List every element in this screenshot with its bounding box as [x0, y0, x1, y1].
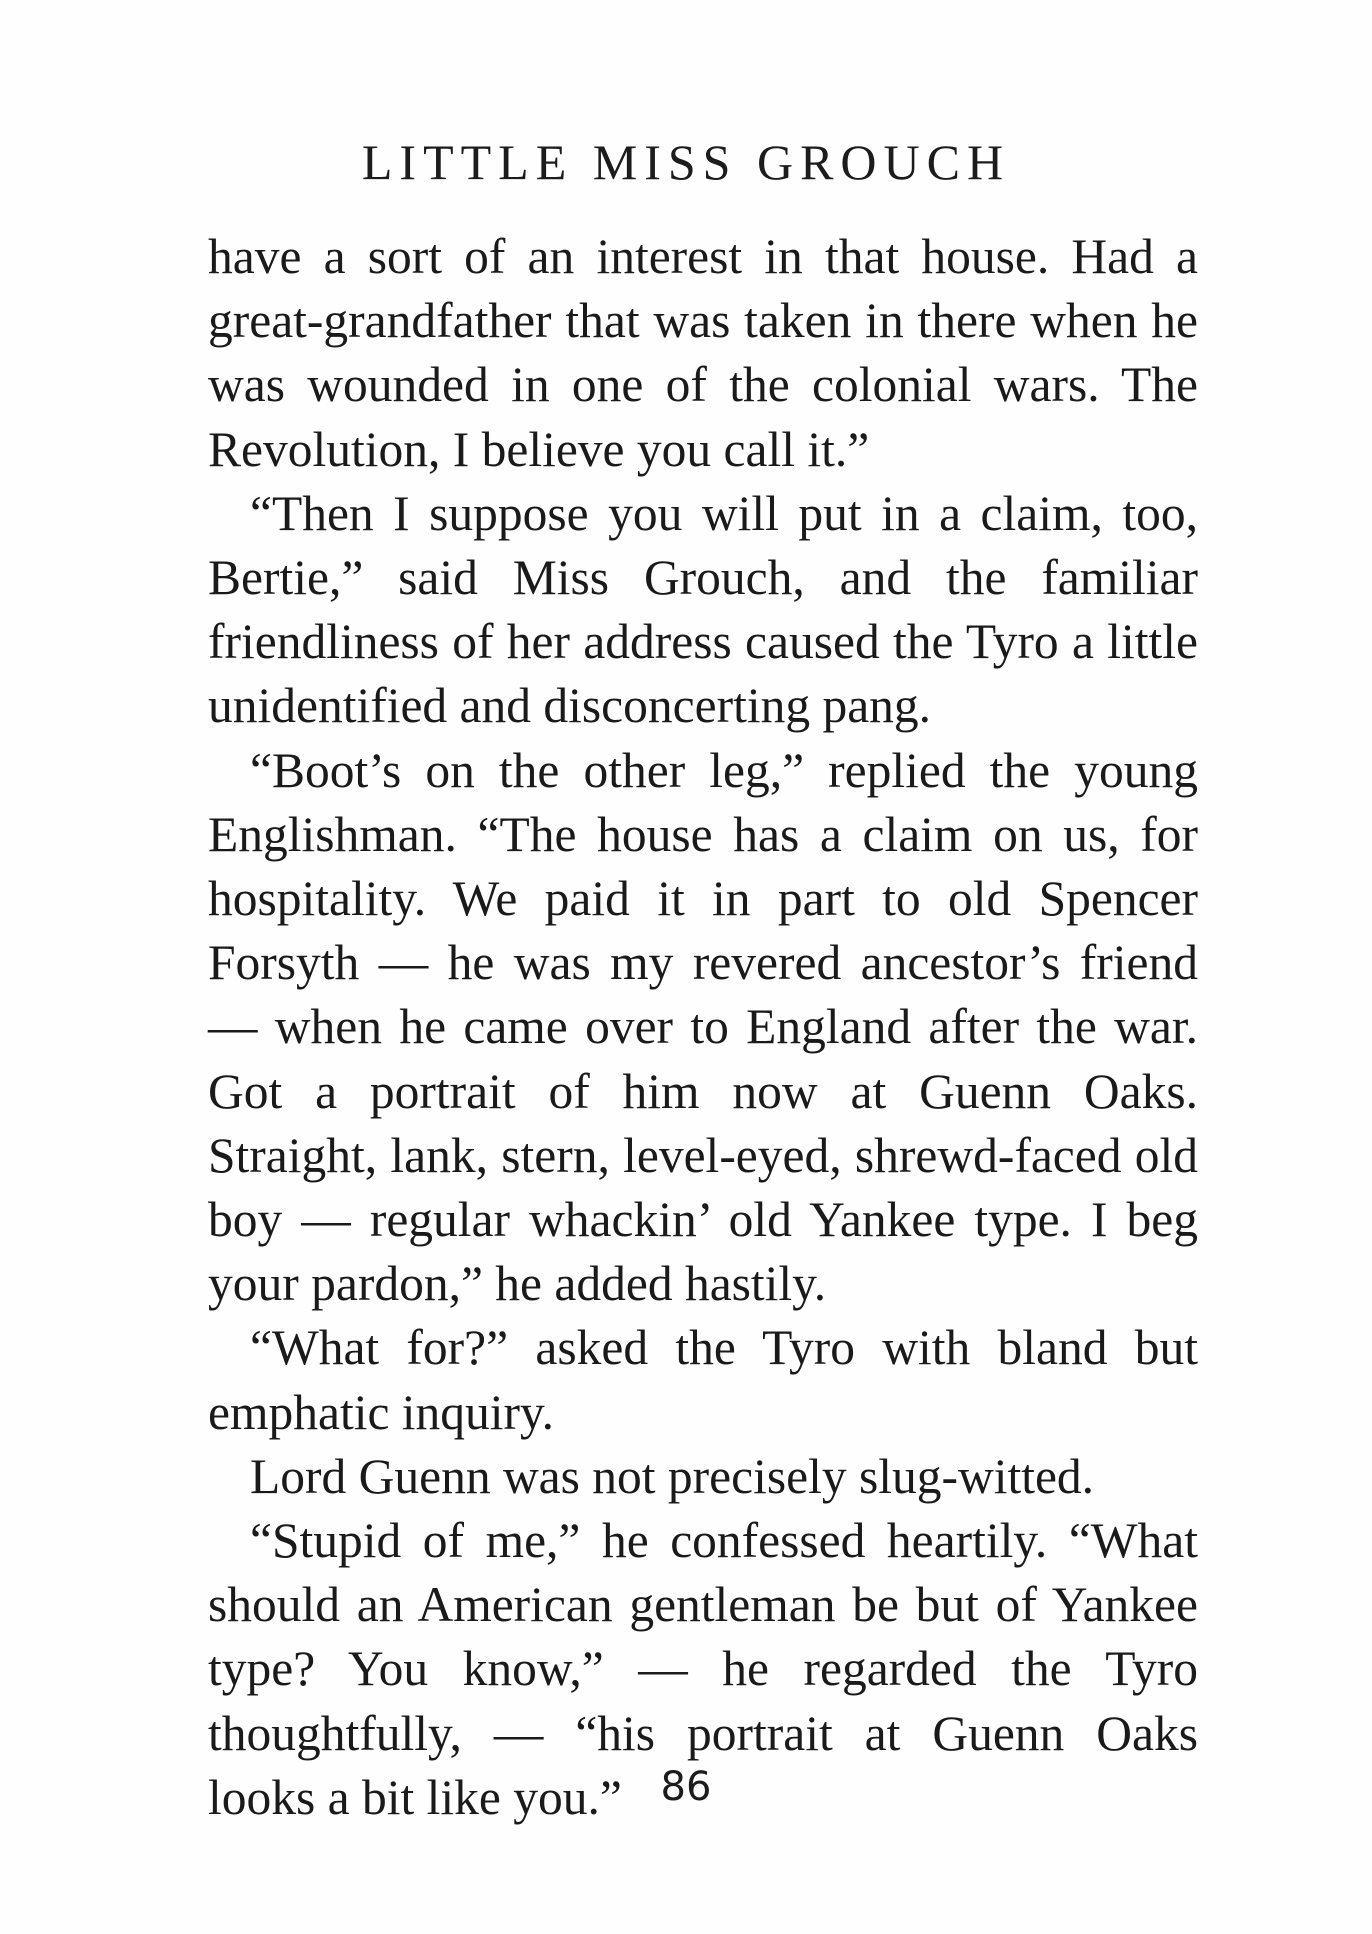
paragraph: Lord Guenn was not precisely slug-witted. [250, 1448, 1095, 1504]
paragraph: “Stupid of me,” he confessed heartily. “What should an American gentleman be but of Yankee type? You know,” — he regarded the Tyro thoughtfully, — “his portrait at Guenn Oaks looks a bit like you.” [208, 1513, 1198, 1825]
running-head: LITTLE MISS GROUCH [361, 134, 1011, 190]
paragraph: “Then I suppose you will put in a claim, too, Bertie,” said Miss Grouch, and the familiar friendliness of her address caused the Tyro a little unidentified and disconcerting pang. [208, 485, 1198, 734]
paragraph: have a sort of an interest in that house. Had a great-grandfather that was taken in there when he was wounded in one of the colonial wars. The Revolution, I believe you call it.” [208, 229, 1198, 477]
body-text [208, 225, 1198, 1830]
paragraph: “What for?” asked the Tyro with bland but emphatic inquiry. [208, 1320, 1198, 1440]
paragraph: “Boot’s on the other leg,” replied the young Englishman. “The house has a claim on us, for hospitality. We paid it in part to old Spencer Forsyth — he was my revered ancestor’s friend — when he came over to England after the war. Got a portrait of him now at Guenn Oaks. Straight, lank, stern, level-eyed, shrewd-faced old boy — regular whackin’ old Yankee type. I beg your pardon,” he added hastily. [208, 742, 1198, 1312]
page-number: 86 [660, 1764, 712, 1810]
